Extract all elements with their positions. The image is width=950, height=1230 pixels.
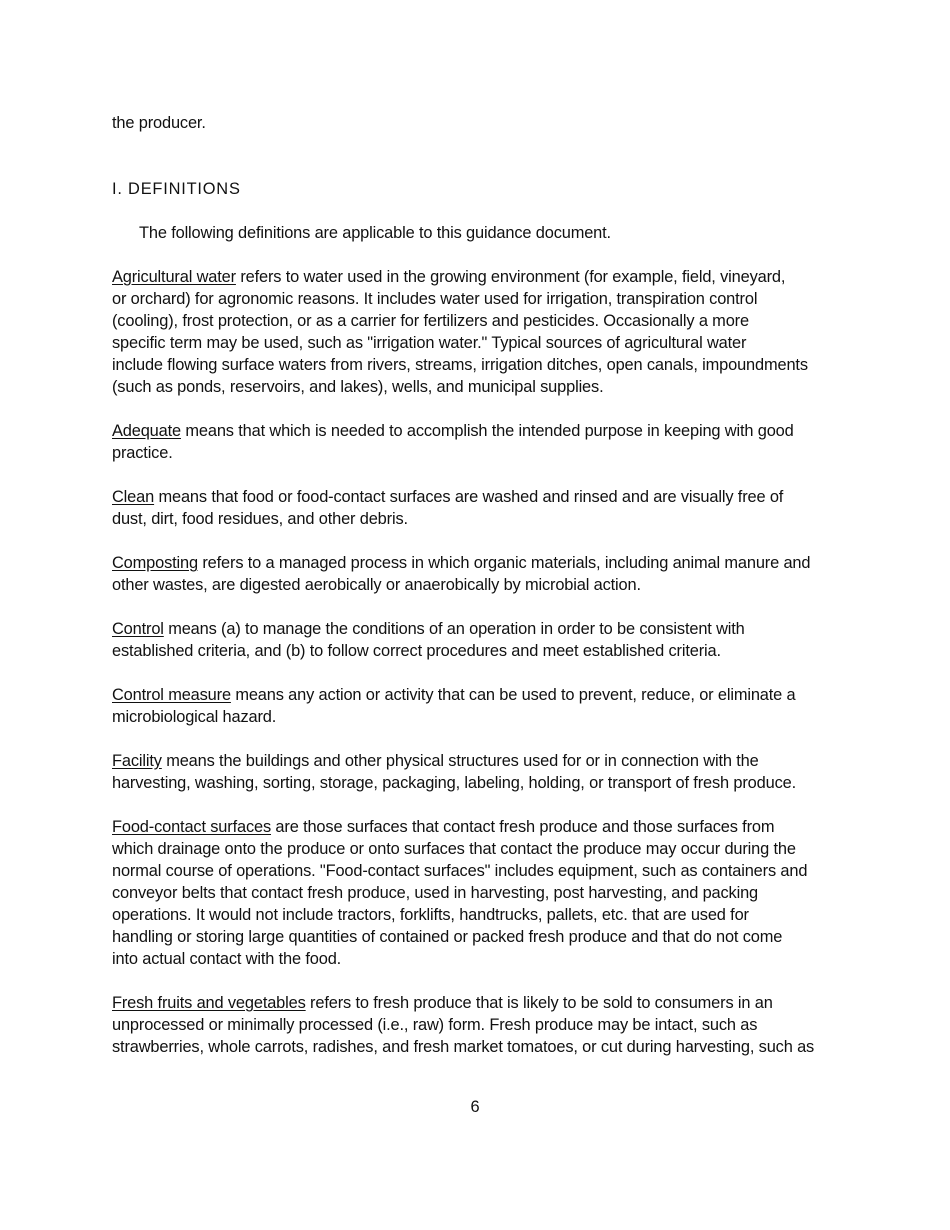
term-adequate: Adequate xyxy=(112,422,181,440)
term-fresh-fruits-and-vegetables: Fresh fruits and vegetables xyxy=(112,994,306,1012)
definition-text: refers to water used in the growing environment (for example, field, vineyard, xyxy=(235,268,786,286)
definition-text: (such as ponds, reservoirs, and lakes), wells, and municipal supplies. xyxy=(112,378,604,396)
section-heading: I. DEFINITIONS xyxy=(112,180,241,198)
definition-text: means that food or food-contact surfaces are washed and rinsed and are visually free of xyxy=(154,488,784,506)
continuation-text: the producer. xyxy=(112,114,206,132)
definition-text: strawberries, whole carrots, radishes, and fresh market tomatoes, or cut during harvesting, such as xyxy=(112,1038,815,1056)
definition-text: established criteria, and (b) to follow correct procedures and meet established criteria. xyxy=(112,642,721,660)
page-number: 6 xyxy=(470,1098,480,1116)
definition-facility xyxy=(112,750,847,794)
page-body xyxy=(112,112,847,1058)
definition-text: practice. xyxy=(112,444,173,462)
definition-text: means the buildings and other physical structures used for or in connection with the xyxy=(161,752,759,770)
definition-text: which drainage onto the produce or onto surfaces that contact the produce may occur during the xyxy=(112,840,796,858)
definition-text: harvesting, washing, sorting, storage, packaging, labeling, holding, or transport of fresh produce. xyxy=(112,774,796,792)
definition-fresh-fruits-and-vegetables xyxy=(112,992,847,1058)
definition-text: conveyor belts that contact fresh produce, used in harvesting, post harvesting, and packing xyxy=(112,884,759,902)
definition-text: means any action or activity that can be used to prevent, reduce, or eliminate a xyxy=(230,686,796,704)
definition-control xyxy=(112,618,847,662)
definition-text: other wastes, are digested aerobically or anaerobically by microbial action. xyxy=(112,576,641,594)
term-facility: Facility xyxy=(112,752,162,770)
definition-food-contact-surfaces xyxy=(112,816,847,970)
term-agricultural-water: Agricultural water xyxy=(112,268,236,286)
definition-text: unprocessed or minimally processed (i.e., raw) form. Fresh produce may be intact, such as xyxy=(112,1016,758,1034)
intro-paragraph: The following definitions are applicable to this guidance document. xyxy=(139,224,611,242)
definition-text: into actual contact with the food. xyxy=(112,950,342,968)
definition-text: refers to a managed process in which organic materials, including animal manure and xyxy=(197,554,811,572)
definition-text: means that which is needed to accomplish the intended purpose in keeping with good xyxy=(180,422,794,440)
definition-text: specific term may be used, such as "irrigation water." Typical sources of agricultural water xyxy=(112,334,747,352)
term-control-measure: Control measure xyxy=(112,686,231,704)
definition-text: (cooling), frost protection, or as a carrier for fertilizers and pesticides. Occasionally a more xyxy=(112,312,749,330)
definition-text: normal course of operations. "Food-contact surfaces" includes equipment, such as containers and xyxy=(112,862,808,880)
definition-clean xyxy=(112,486,847,530)
definition-text: handling or storing large quantities of contained or packed fresh produce and that do not come xyxy=(112,928,783,946)
definition-text: include flowing surface waters from rivers, streams, irrigation ditches, open canals, impoundments xyxy=(112,356,808,374)
term-clean: Clean xyxy=(112,488,155,506)
definition-control-measure xyxy=(112,684,847,728)
definition-text: are those surfaces that contact fresh produce and those surfaces from xyxy=(271,818,775,836)
term-food-contact-surfaces: Food-contact surfaces xyxy=(112,818,272,836)
term-composting: Composting xyxy=(112,554,198,572)
definition-text: refers to fresh produce that is likely to be sold to consumers in an xyxy=(305,994,773,1012)
definition-agricultural-water xyxy=(112,266,847,398)
definition-text: dust, dirt, food residues, and other debris. xyxy=(112,510,408,528)
definition-text: means (a) to manage the conditions of an operation in order to be consistent with xyxy=(163,620,745,638)
definition-adequate xyxy=(112,420,847,464)
term-control: Control xyxy=(112,620,164,638)
definition-text: operations. It would not include tractors, forklifts, handtrucks, pallets, etc. that are used for xyxy=(112,906,749,924)
definition-text: microbiological hazard. xyxy=(112,708,277,726)
definition-composting xyxy=(112,552,847,596)
definition-text: or orchard) for agronomic reasons. It includes water used for irrigation, transpiration control xyxy=(112,290,758,308)
